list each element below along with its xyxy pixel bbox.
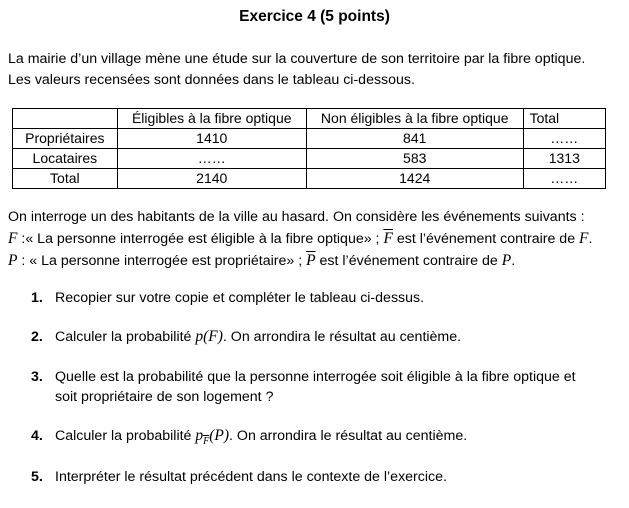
question-text-part: . On arrondira le résultat au centième. [229,428,468,444]
contrary-text: est l’événement contraire de [392,231,580,247]
question-text [55,327,621,347]
event-f-bar: $\overline{F}$ [383,230,393,247]
probability-symbol: p [195,427,204,444]
contrary-text: est l’événement contraire de [315,253,502,269]
table-cell: 1424 [306,169,523,189]
question-5 [31,467,621,487]
event-f: F [8,230,18,247]
intro-paragraph [8,49,585,91]
question-text-line-2: soit propriétaire de son logement ? [55,389,274,405]
punctuation: . [511,253,516,269]
table-row [13,129,606,149]
statement-line-1: On interroge un des habitants de la ville au hasard. On considère les événements suivants : [8,209,585,225]
event-p-ref: P [501,252,512,269]
table-header-row [13,109,606,129]
event-p: P [8,252,18,269]
events-statement [8,207,592,272]
question-text: Interpréter le résultat précédent dans le contexte de l’exercice. [55,469,447,485]
event-p-bar: $\overline{P}$ [306,252,316,269]
question-4 [31,426,621,452]
intro-line-1: La mairie d’un village mène une étude sur la couverture de son territoire par la fibre optique. [8,51,586,67]
question-3 [31,367,621,407]
table-cell: Total [13,169,118,189]
question-number: 1. [31,290,43,306]
question-text [55,426,621,452]
intro-line-2: Les valeurs recensées sont données dans le tableau ci-dessous. [8,72,415,88]
table-cell: 1313 [523,149,605,169]
table-header-cell: Total [523,109,605,129]
event-f-definition: :« La personne interrogée est éligible à la fibre optique» ; [17,231,384,247]
punctuation: . [588,231,593,247]
probability-argument: (P) [209,427,230,444]
table-cell: …… [523,129,605,149]
table-cell: Locataires [13,149,118,169]
statement-line-3 [8,250,592,272]
table-header-cell: Non éligibles à la fibre optique [306,109,523,129]
table-cell: 841 [306,129,523,149]
table-header-cell [13,109,118,129]
event-p-definition: : « La personne interrogée est propriétaire» ; [17,253,307,269]
conditional-probability [195,427,230,448]
question-text-part: Calculer la probabilité [55,329,196,345]
question-1 [31,288,621,308]
table-row [13,149,606,169]
question-2 [31,327,621,347]
table-cell: Propriétaires [13,129,118,149]
table-cell: 583 [306,149,523,169]
table-cell: 1410 [117,129,306,149]
question-text: Recopier sur votre copie et compléter le tableau ci-dessus. [55,290,425,306]
table-header-cell: Éligibles à la fibre optique [117,109,306,129]
condition-f-bar: F [203,436,210,448]
question-text-line-1: Quelle est la probabilité que la personne interrogée soit éligible à la fibre optique et [55,369,576,385]
question-number: 4. [31,428,43,444]
table-cell: …… [117,149,306,169]
table-cell: …… [523,169,605,189]
event-f-ref: F [579,230,589,247]
question-text-part: . On arrondira le résultat au centième. [222,329,462,345]
question-text [55,367,621,407]
table-row [13,169,606,189]
data-table [12,108,606,189]
statement-line-2 [8,228,592,250]
question-number: 3. [31,369,43,385]
table-cell: 2140 [117,169,306,189]
question-text-part: Calculer la probabilité [55,428,196,444]
probability-expression: p(F) [195,328,223,345]
question-number: 5. [31,469,43,485]
exercise-title: Exercice 4 (5 points) [239,8,390,25]
question-number: 2. [31,329,43,345]
